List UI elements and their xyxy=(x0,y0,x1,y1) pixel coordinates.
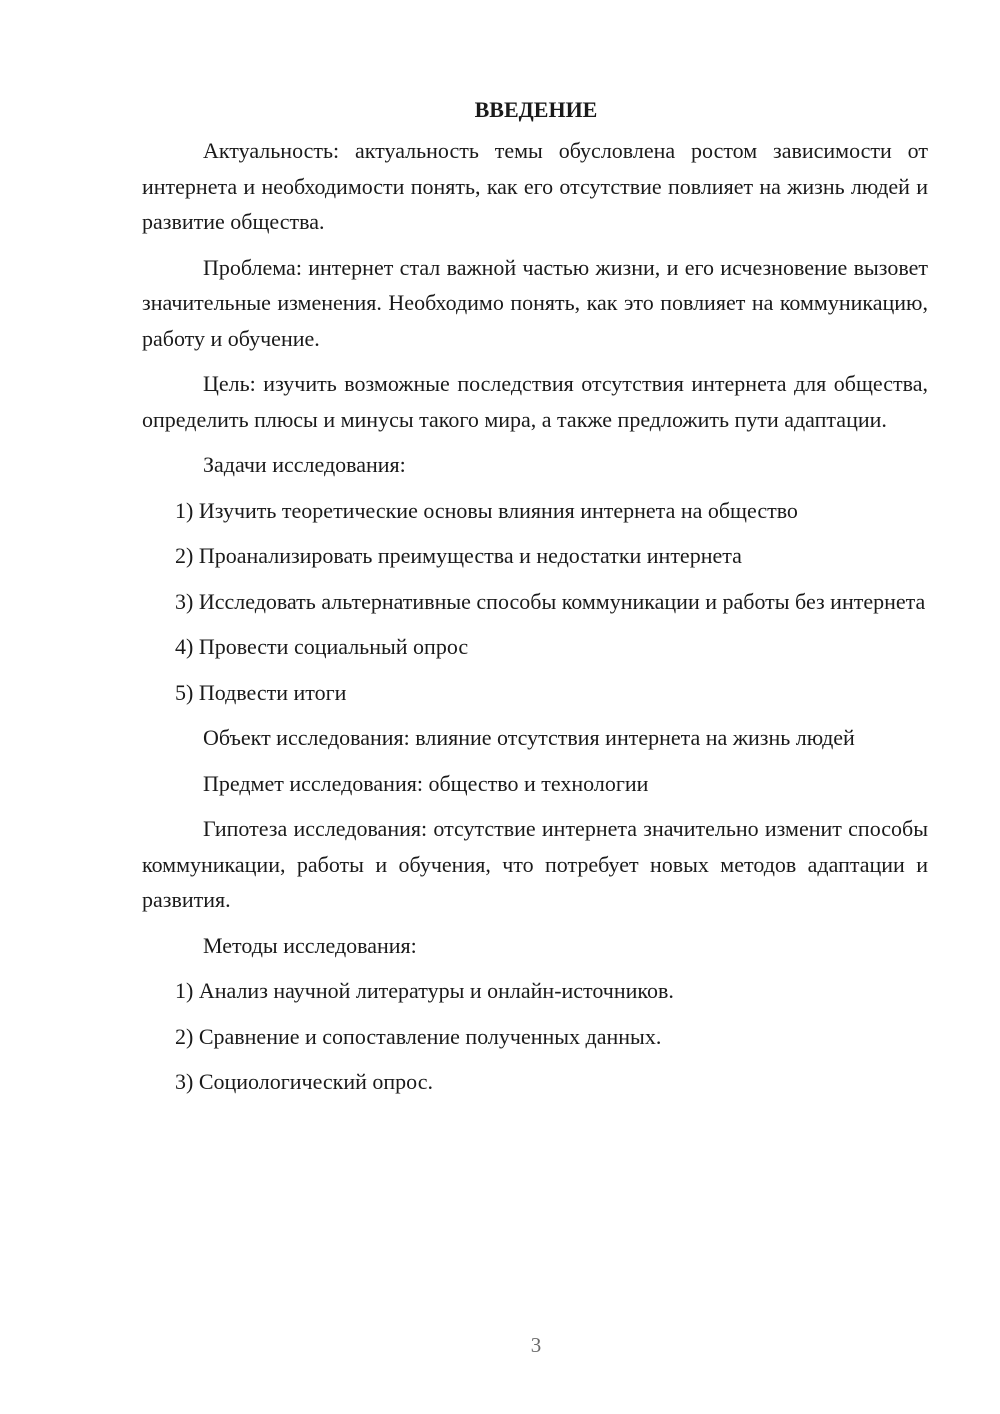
subject-paragraph: Предмет исследования: общество и технологии xyxy=(203,770,649,796)
goal-paragraph: Цель: изучить возможные последствия отсутствия интернета для общества, определить плюсы и минусы такого мира, а также предложить пути адаптации. xyxy=(142,371,928,432)
methods-heading: Методы исследования: xyxy=(203,932,417,958)
task-item: 1) Изучить теоретические основы влияния интернета на общество xyxy=(175,497,798,523)
section-title: ВВЕДЕНИЕ xyxy=(474,97,598,122)
task-item: 3) Исследовать альтернативные способы коммуникации и работы без интернета xyxy=(175,588,926,614)
tasks-heading: Задачи исследования: xyxy=(203,452,406,477)
problem-paragraph: Проблема: интернет стал важной частью жизни, и его исчезновение вызовет значительные изменения. Необходимо понять, как это повлияет на коммуникацию, работу и обучение. xyxy=(142,254,928,351)
object-paragraph: Объект исследования: влияние отсутствия интернета на жизнь людей xyxy=(203,725,855,750)
document-page xyxy=(142,92,928,1100)
task-item: 2) Проанализировать преимущества и недостатки интернета xyxy=(175,543,742,568)
page-number: 3 xyxy=(530,1333,542,1357)
hypothesis-paragraph: Гипотеза исследования: отсутствие интернета значительно изменит способы коммуникации, работы и обучения, что потребует новых методов адаптации и развития. xyxy=(142,816,928,912)
method-item: 3) Социологический опрос. xyxy=(175,1069,433,1094)
task-item: 4) Провести социальный опрос xyxy=(175,634,469,659)
method-item: 1) Анализ научной литературы и онлайн-источников. xyxy=(175,978,674,1003)
task-item: 5) Подвести итоги xyxy=(175,679,347,705)
method-item: 2) Сравнение и сопоставление полученных данных. xyxy=(175,1023,662,1049)
relevance-paragraph: Актуальность: актуальность темы обусловлена ростом зависимости от интернета и необходимости понять, как его отсутствие повлияет на жизнь людей и развитие общества. xyxy=(142,138,928,234)
